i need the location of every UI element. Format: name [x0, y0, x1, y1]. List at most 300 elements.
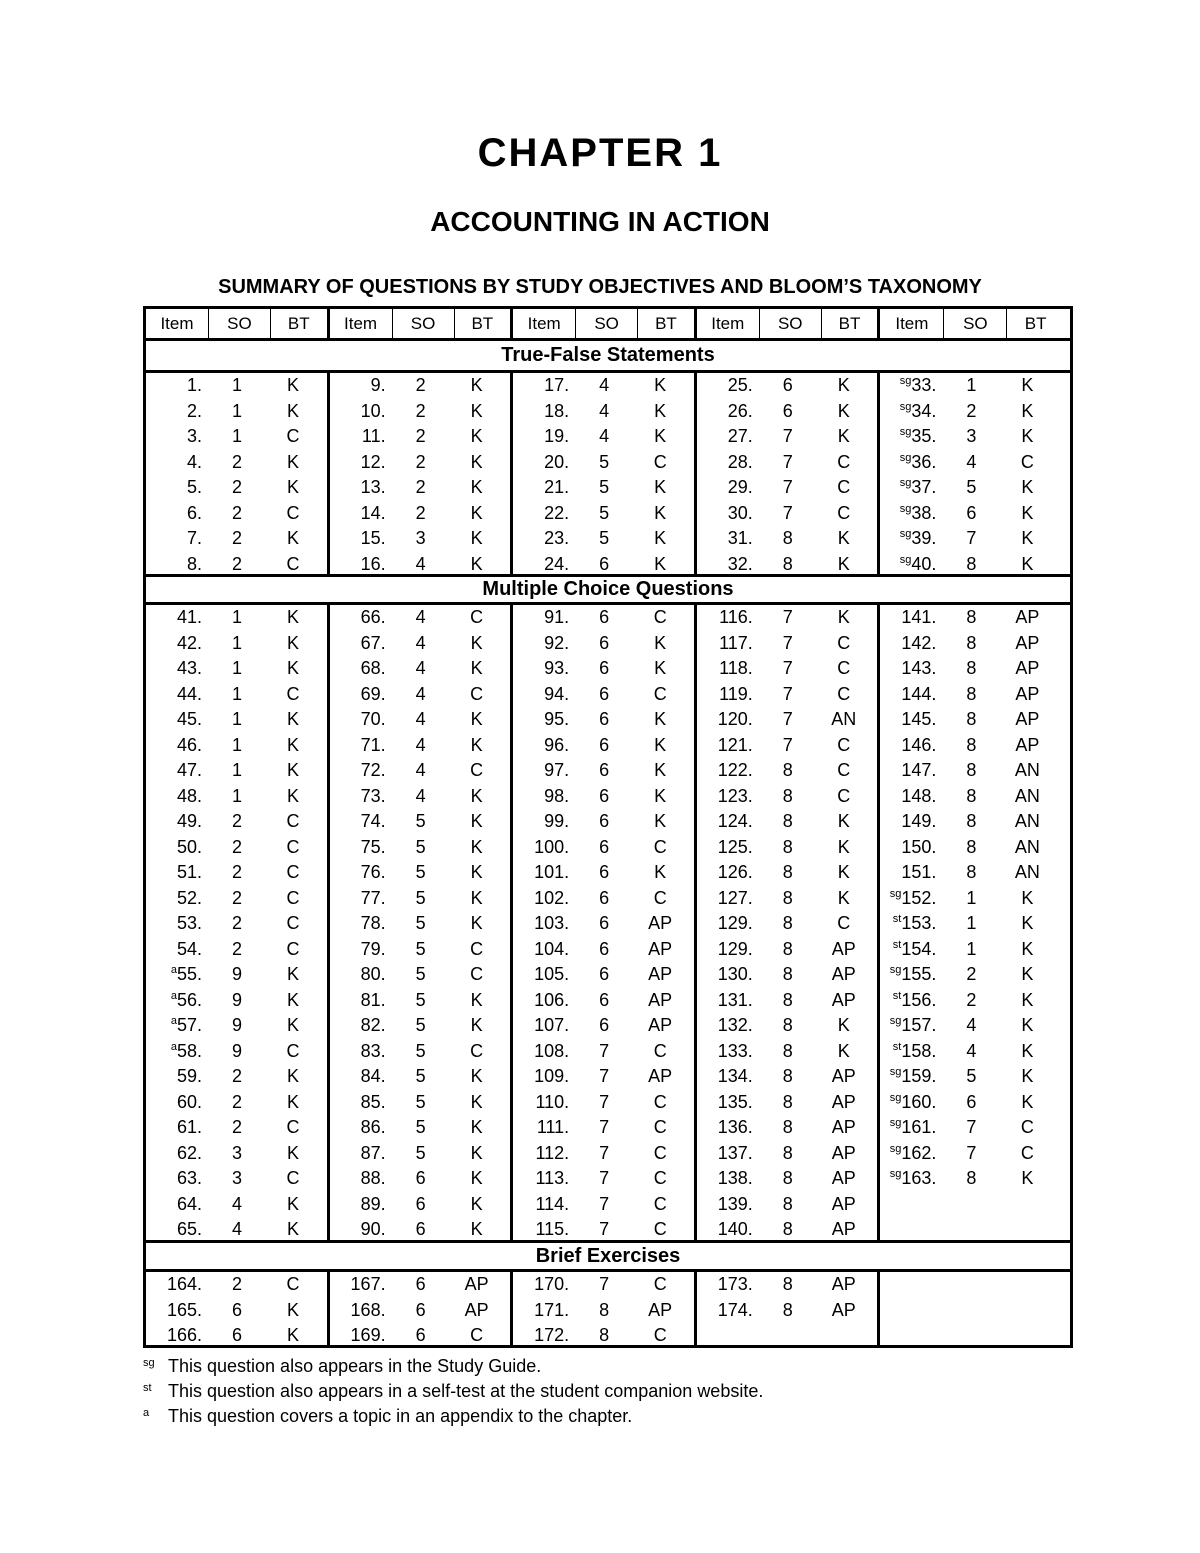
column-header: Item [146, 309, 209, 338]
table-row [146, 526, 327, 552]
item-number-text: 102. [534, 887, 570, 908]
blooms-taxonomy: K [654, 811, 667, 831]
blooms-taxonomy: C [470, 964, 484, 984]
item-number [880, 809, 936, 835]
header-group [513, 309, 697, 338]
item-number [513, 937, 569, 963]
blooms-taxonomy: K [470, 785, 483, 806]
item-number-text: 164. [166, 1274, 202, 1294]
table-row [513, 656, 694, 682]
item-number [330, 605, 386, 631]
table-row [697, 373, 878, 399]
table-row [146, 424, 327, 450]
study-objective: 2 [231, 451, 242, 472]
blooms-taxonomy: K [837, 426, 850, 446]
item-number-text: 32. [727, 553, 753, 574]
item-number [146, 1166, 202, 1192]
item-number-text: 103. [534, 913, 570, 933]
item-number-text: 92. [544, 632, 570, 653]
item-number [697, 784, 753, 810]
blooms-taxonomy: K [286, 632, 299, 653]
item-number-text: 65. [176, 1219, 202, 1239]
table-row [513, 860, 694, 886]
item-number [146, 758, 202, 784]
table-row [146, 501, 327, 527]
table-row [697, 1013, 878, 1039]
blooms-taxonomy: K [470, 1193, 483, 1214]
table-row [880, 1115, 1064, 1141]
table-row [880, 937, 1064, 963]
table-row [880, 475, 1064, 501]
blooms-taxonomy: K [470, 1117, 483, 1137]
blooms-taxonomy: AP [648, 964, 673, 984]
study-objective: 7 [966, 1142, 977, 1163]
blooms-taxonomy: K [1021, 938, 1034, 959]
table-row [697, 784, 878, 810]
footnote [143, 1379, 1073, 1404]
blooms-taxonomy: C [286, 683, 300, 704]
section-column [880, 373, 1064, 577]
table-row [330, 424, 511, 450]
table-row [146, 682, 327, 708]
study-objective: 1 [231, 683, 242, 704]
study-objective: 8 [782, 887, 793, 908]
blooms-taxonomy: K [654, 658, 667, 678]
item-number [146, 631, 202, 657]
table-row [513, 809, 694, 835]
blooms-taxonomy: C [653, 887, 667, 908]
table-row [880, 605, 1064, 631]
footnote-text: This question also appears in the Study Guide. [168, 1356, 542, 1376]
study-objective: 4 [966, 1015, 977, 1035]
table-row [880, 860, 1064, 886]
table-row [513, 911, 694, 937]
table-row [146, 1217, 327, 1243]
blooms-taxonomy: AP [648, 1015, 673, 1035]
item-number [146, 733, 202, 759]
item-number-text: 81. [360, 989, 386, 1010]
item-number [513, 784, 569, 810]
study-objective: 5 [415, 938, 426, 959]
table-row [330, 860, 511, 886]
table-row [880, 373, 1064, 399]
table-row [697, 1166, 878, 1192]
item-number [513, 860, 569, 886]
item-number-text: 12. [360, 451, 386, 472]
blooms-taxonomy: AP [1015, 658, 1040, 678]
item-number [697, 707, 753, 733]
study-objective: 8 [782, 836, 793, 857]
study-objective: 7 [782, 477, 793, 497]
item-number [330, 1323, 386, 1349]
table-row [146, 784, 327, 810]
blooms-taxonomy: K [470, 811, 483, 831]
item-number [880, 475, 936, 501]
item-number-text: 168. [350, 1299, 386, 1320]
table-row [330, 682, 511, 708]
item-number-text: 5. [186, 477, 202, 497]
item-number-text: 80. [360, 964, 386, 984]
study-objective: 8 [966, 607, 977, 627]
table-row [146, 656, 327, 682]
blooms-taxonomy: AP [831, 1274, 856, 1294]
footnote-marker: sg [899, 375, 912, 387]
study-objective: 7 [782, 734, 793, 755]
blooms-taxonomy: K [470, 734, 483, 755]
blooms-taxonomy: K [470, 913, 483, 933]
blooms-taxonomy: K [286, 1219, 299, 1239]
study-objective: 4 [415, 734, 426, 755]
blooms-taxonomy: AN [1014, 836, 1040, 857]
footnote-marker: st [892, 938, 902, 951]
item-number-text: 7. [186, 528, 202, 548]
table-row [697, 1090, 878, 1116]
study-objective: 1 [231, 785, 242, 806]
item-number [330, 911, 386, 937]
item-number-text: 41. [176, 607, 202, 627]
table-row [330, 937, 511, 963]
blooms-taxonomy: K [470, 477, 483, 497]
blooms-taxonomy: K [654, 400, 667, 421]
table-row [146, 1115, 327, 1141]
item-number [697, 1115, 753, 1141]
table-row [697, 1192, 878, 1218]
table-row [880, 911, 1064, 937]
item-number-text: 88. [360, 1168, 386, 1188]
item-number-text: 75. [360, 836, 386, 857]
item-number [697, 526, 753, 552]
blooms-taxonomy: K [837, 400, 850, 421]
item-number [513, 835, 569, 861]
study-objective: 3 [231, 1168, 242, 1188]
item-number [880, 758, 936, 784]
study-objective: 8 [782, 913, 793, 933]
item-number-text: 89. [360, 1193, 386, 1214]
blooms-taxonomy: K [286, 1066, 299, 1086]
blooms-taxonomy: AN [1014, 760, 1040, 780]
header-group [880, 309, 1064, 338]
item-number-text: 131. [717, 989, 753, 1010]
study-objective: 7 [782, 502, 793, 523]
footnote-marker: sg [889, 1091, 902, 1104]
column-header: BT [287, 314, 310, 333]
item-number-text: 141. [901, 607, 937, 627]
blooms-taxonomy: K [837, 528, 850, 548]
item-number [513, 682, 569, 708]
study-objective: 8 [782, 811, 793, 831]
table-row [330, 962, 511, 988]
study-objective: 9 [231, 989, 242, 1010]
blooms-taxonomy: K [654, 709, 667, 729]
table-row [513, 526, 694, 552]
item-number [513, 758, 569, 784]
table-row [697, 1115, 878, 1141]
section-body [146, 1272, 1070, 1348]
blooms-taxonomy: K [286, 760, 299, 780]
table-row [880, 988, 1064, 1014]
item-number [146, 1192, 202, 1218]
study-objective: 4 [415, 658, 426, 678]
blooms-taxonomy: K [654, 426, 667, 446]
blooms-taxonomy: K [654, 502, 667, 523]
item-number-text: 133. [717, 1040, 753, 1061]
column-header: BT [1024, 314, 1047, 333]
item-number-text: 136. [717, 1117, 753, 1137]
item-number [880, 1064, 936, 1090]
table-row [330, 1217, 511, 1243]
footnote-marker: sg [899, 451, 912, 464]
item-number-text: 73. [360, 785, 386, 806]
item-number [697, 1166, 753, 1192]
blooms-taxonomy: K [1021, 887, 1034, 908]
item-number-text: 149. [901, 811, 937, 831]
blooms-taxonomy: C [653, 1219, 667, 1239]
study-objective: 2 [231, 1274, 242, 1294]
item-number [513, 475, 569, 501]
study-objective: 7 [599, 1193, 610, 1214]
table-row [880, 962, 1064, 988]
study-objective: 6 [599, 553, 610, 574]
item-number-text: 97. [544, 760, 570, 780]
blooms-taxonomy: K [470, 1015, 483, 1035]
item-number-text: 47. [176, 760, 202, 780]
blooms-taxonomy: K [286, 1193, 299, 1214]
study-objective: 7 [599, 1117, 610, 1137]
blooms-taxonomy: AP [831, 1066, 856, 1086]
table-row [697, 1217, 878, 1243]
study-objective: 6 [415, 1168, 426, 1188]
table-row [513, 682, 694, 708]
table-row [697, 501, 878, 527]
study-objective: 4 [966, 1040, 977, 1061]
blooms-taxonomy: K [1021, 964, 1034, 984]
table-row [697, 605, 878, 631]
item-number [697, 501, 753, 527]
study-objective: 8 [782, 1142, 793, 1163]
study-objective: 6 [599, 658, 610, 678]
footnote-marker: sg [899, 502, 912, 515]
table-row [880, 733, 1064, 759]
blooms-taxonomy: K [470, 502, 483, 523]
footnote-marker: sg [889, 887, 902, 900]
item-number-text: 166. [166, 1325, 202, 1345]
item-number [880, 784, 936, 810]
blooms-taxonomy: K [654, 785, 667, 806]
table-row [513, 835, 694, 861]
study-objective: 2 [415, 375, 426, 395]
item-number-text: 121. [717, 734, 753, 755]
item-number [146, 1298, 202, 1324]
item-number-text: 29. [727, 477, 753, 497]
table-row [513, 450, 694, 476]
section-column [146, 373, 330, 577]
item-number-text: 76. [360, 862, 386, 882]
item-number-text: 78. [360, 913, 386, 933]
study-objective: 4 [415, 709, 426, 729]
table-row [880, 424, 1064, 450]
item-number-text: 146. [901, 734, 937, 755]
blooms-taxonomy: K [654, 528, 667, 548]
study-objective: 4 [415, 760, 426, 780]
table-row [330, 1064, 511, 1090]
item-number [146, 1064, 202, 1090]
item-number-text: 150. [901, 836, 937, 857]
study-objective: 5 [599, 528, 610, 548]
table-row [146, 758, 327, 784]
table-row [513, 758, 694, 784]
item-number-text: 15. [360, 528, 386, 548]
item-number [697, 937, 753, 963]
item-number [880, 886, 936, 912]
item-number-text: 118. [719, 658, 753, 678]
item-number-text: 147. [901, 760, 937, 780]
item-number [146, 605, 202, 631]
blooms-taxonomy: AN [1014, 811, 1040, 831]
table-row [513, 733, 694, 759]
study-objective: 8 [966, 760, 977, 780]
item-number [330, 475, 386, 501]
table-row [697, 733, 878, 759]
table-row [146, 860, 327, 886]
blooms-taxonomy: K [837, 887, 850, 908]
study-objective: 8 [966, 683, 977, 704]
study-objective: 8 [782, 1117, 793, 1137]
item-number [880, 631, 936, 657]
study-objective: 7 [966, 1117, 977, 1137]
footnote-marker: st [892, 913, 902, 925]
item-number-text: 6. [186, 502, 202, 523]
item-number-text: 62. [176, 1142, 202, 1163]
item-number-text: 152. [901, 887, 937, 908]
item-number-text: 77. [360, 887, 386, 908]
blooms-taxonomy: K [1021, 426, 1034, 446]
item-number-text: 37. [911, 477, 937, 497]
item-number-text: 9. [370, 375, 386, 395]
item-number [880, 860, 936, 886]
item-number [146, 373, 202, 399]
item-number-text: 109. [534, 1066, 570, 1086]
table-row [330, 886, 511, 912]
table-row [146, 399, 327, 425]
item-number-text: 23. [544, 528, 570, 548]
study-objective: 7 [782, 451, 793, 472]
table-row [146, 450, 327, 476]
item-number-text: 107. [534, 1015, 570, 1035]
table-row [146, 1272, 327, 1298]
study-objective: 5 [415, 1142, 426, 1163]
item-number-text: 117. [719, 632, 753, 653]
table-row [880, 526, 1064, 552]
blooms-taxonomy: K [470, 1142, 483, 1163]
study-objective: 8 [782, 1040, 793, 1061]
column-header: Item [880, 309, 944, 338]
item-number [330, 1064, 386, 1090]
blooms-taxonomy: K [470, 1091, 483, 1112]
item-number [513, 962, 569, 988]
study-objective: 3 [231, 1142, 242, 1163]
item-number-text: 129. [717, 938, 753, 959]
item-number-text: 111. [536, 1117, 570, 1137]
item-number-text: 79. [360, 938, 386, 959]
study-objective: 9 [231, 964, 242, 984]
table-row [146, 937, 327, 963]
footnote-marker: a [170, 1040, 177, 1053]
study-objective: 4 [599, 375, 610, 395]
item-number-text: 174. [717, 1299, 753, 1320]
study-objective: 2 [415, 426, 426, 446]
study-objective: 6 [599, 887, 610, 908]
item-number [146, 682, 202, 708]
item-number [330, 809, 386, 835]
item-number-text: 56. [176, 989, 202, 1010]
footnote-text: This question also appears in a self-test at the student companion website. [168, 1381, 764, 1401]
table-row [330, 399, 511, 425]
item-number [880, 1166, 936, 1192]
item-number-text: 60. [176, 1091, 202, 1112]
study-objective: 8 [966, 658, 977, 678]
blooms-taxonomy: K [470, 836, 483, 857]
study-objective: 6 [599, 760, 610, 780]
section-column [697, 605, 881, 1243]
item-number [697, 1217, 753, 1243]
blooms-taxonomy: C [286, 913, 300, 933]
table-row [513, 475, 694, 501]
item-number [880, 937, 936, 963]
table-row [146, 1090, 327, 1116]
item-number-text: 25. [727, 375, 753, 395]
item-number-text: 127. [717, 887, 753, 908]
item-number-text: 130. [717, 964, 753, 984]
item-number-text: 134. [717, 1066, 753, 1086]
study-objective: 7 [599, 1040, 610, 1061]
study-objective: 6 [231, 1299, 242, 1320]
blooms-taxonomy: C [653, 1168, 667, 1188]
table-row [697, 424, 878, 450]
item-number-text: 69. [360, 683, 386, 704]
item-number-text: 67. [360, 632, 386, 653]
item-number-text: 123. [717, 785, 753, 806]
item-number [880, 399, 936, 425]
item-number-text: 1. [186, 375, 202, 395]
study-objective: 7 [782, 709, 793, 729]
item-number-text: 49. [176, 811, 202, 831]
table-row [513, 1115, 694, 1141]
section-column [513, 373, 697, 577]
column-header: Item [513, 309, 576, 338]
table-row [697, 450, 878, 476]
item-number-text: 66. [360, 607, 386, 627]
blooms-taxonomy: AP [831, 1193, 856, 1214]
table-row [880, 886, 1064, 912]
item-number [697, 475, 753, 501]
blooms-taxonomy: C [286, 887, 300, 908]
item-number-text: 14. [360, 502, 386, 523]
study-objective: 2 [415, 400, 426, 421]
blooms-taxonomy: K [286, 658, 299, 678]
item-number-text: 68. [360, 658, 386, 678]
study-objective: 4 [415, 632, 426, 653]
item-number [880, 835, 936, 861]
study-objective: 7 [599, 1168, 610, 1188]
item-number-text: 143. [901, 658, 937, 678]
item-number [146, 1323, 202, 1349]
item-number-text: 116. [719, 607, 753, 627]
item-number [330, 962, 386, 988]
blooms-taxonomy: K [1021, 1015, 1034, 1035]
item-number-text: 2. [186, 400, 202, 421]
study-objective: 6 [599, 632, 610, 653]
blooms-taxonomy: K [470, 989, 483, 1010]
